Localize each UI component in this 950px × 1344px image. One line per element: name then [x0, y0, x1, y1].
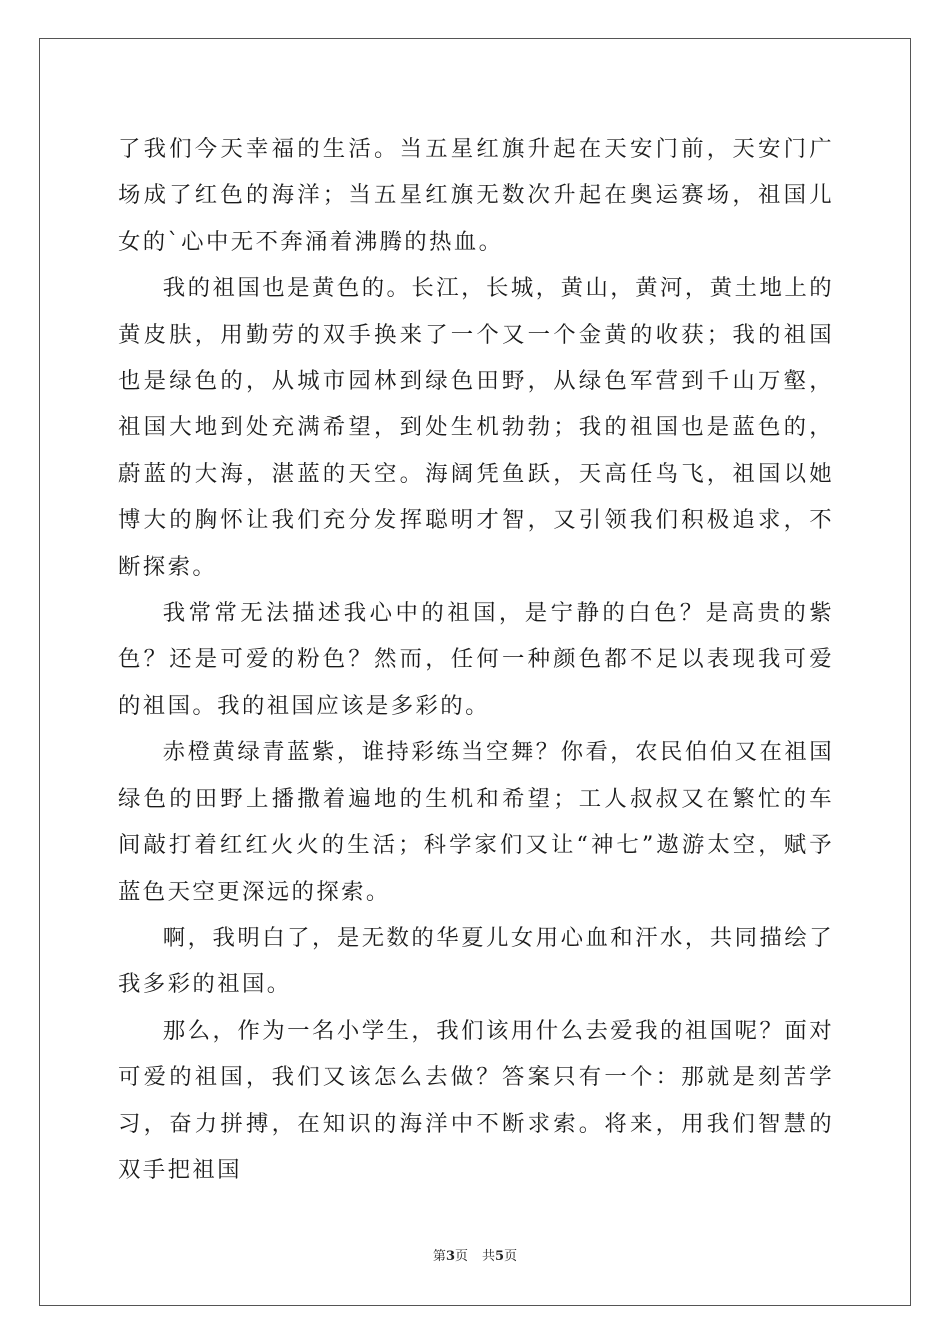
document-body: [118, 126, 834, 1193]
total-page-count: 5: [495, 1249, 505, 1264]
paragraph: 赤橙黄绿青蓝紫，谁持彩练当空舞？你看，农民伯伯又在祖国绿色的田野上播撒着遍地的生机和希望；工人叔叔又在繁忙的车间敲打着红红火火的生活；科学家们又让“神七”遨游太空，赋予蓝色天空更深远的探索。: [118, 739, 834, 905]
page-prefix: 第: [432, 1249, 446, 1264]
page-number-indicator: [433, 1249, 468, 1264]
paragraph: 了我们今天幸福的生活。当五星红旗升起在天安门前，天安门广场成了红色的海洋；当五星红旗无数次升起在奥运赛场，祖国儿女的`心中无不奔涌着沸腾的热血。: [118, 136, 834, 255]
current-page-number: 3: [445, 1249, 455, 1264]
total-prefix: 共: [482, 1249, 496, 1264]
paragraph: 啊，我明白了，是无数的华夏儿女用心血和汗水，共同描绘了我多彩的祖国。: [118, 924, 834, 998]
paragraph: 我的祖国也是黄色的。长江，长城，黄山，黄河，黄土地上的黄皮肤，用勤劳的双手换来了一个又一个金黄的收获；我的祖国也是绿色的，从城市园林到绿色田野，从绿色军营到千山万壑，祖国大地到处充满希望，到处生机勃勃；我的祖国也是蓝色的，蔚蓝的大海，湛蓝的天空。海阔凭鱼跃，天高任鸟飞，祖国以她博大的胸怀让我们充分发挥聪明才智，又引领我们积极追求，不断探索。: [118, 275, 834, 580]
paragraph: 我常常无法描述我心中的祖国，是宁静的白色？是高贵的紫色？还是可爱的粉色？然而，任何一种颜色都不足以表现我可爱的祖国。我的祖国应该是多彩的。: [118, 600, 834, 719]
total-pages-indicator: [482, 1249, 517, 1264]
total-suffix: 页: [504, 1249, 518, 1264]
paragraph: 那么，作为一名小学生，我们该用什么去爱我的祖国呢？面对可爱的祖国，我们又该怎么去做？答案只有一个：那就是刻苦学习，奋力拼搏，在知识的海洋中不断求索。将来，用我们智慧的双手把祖国: [118, 1017, 834, 1183]
page-suffix: 页: [454, 1249, 468, 1264]
page-footer: [0, 1249, 950, 1265]
